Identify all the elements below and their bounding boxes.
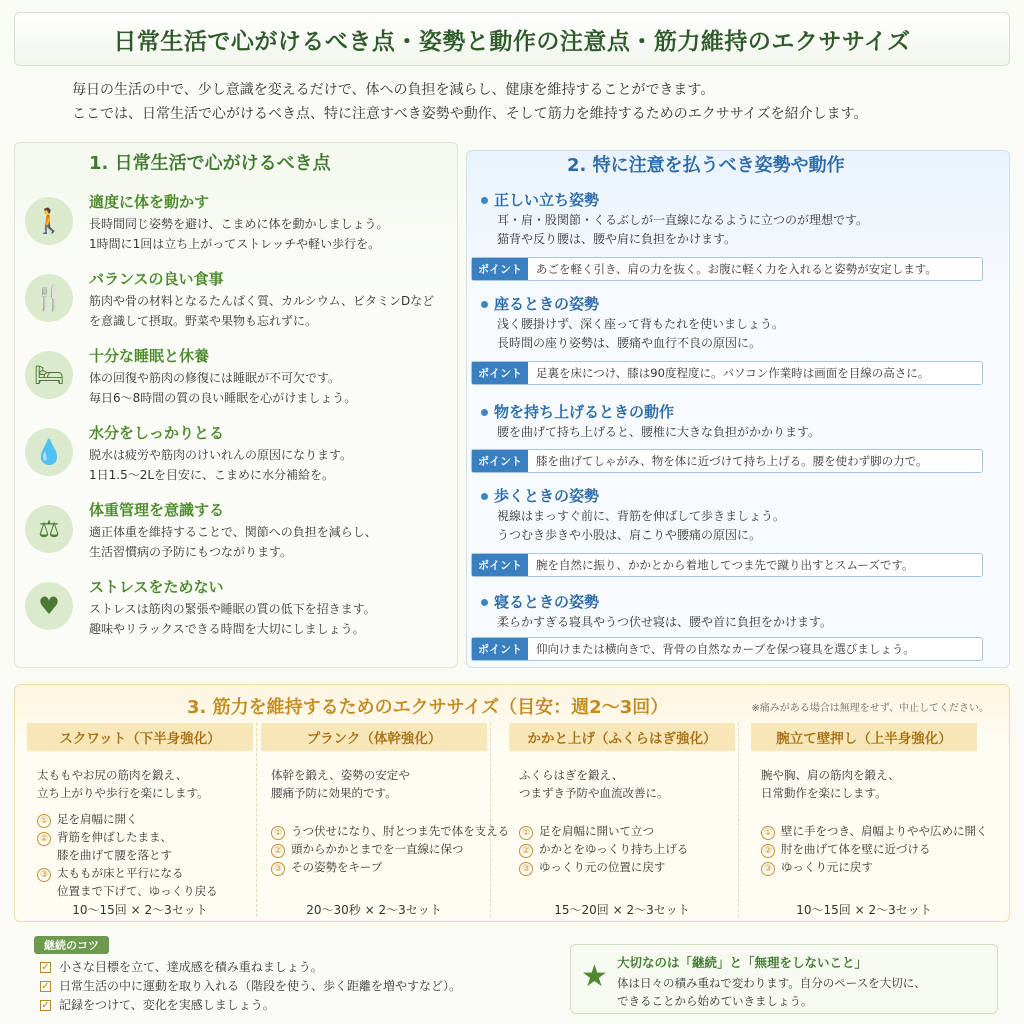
exercise-step	[57, 847, 172, 863]
exercise-name: かかと上げ（ふくらはぎ強化）	[509, 723, 735, 751]
step-text: ゆっくり元の位置に戻す	[539, 860, 666, 874]
exercise-reps: 10〜15回 × 2〜3セット	[72, 903, 208, 917]
bullet-icon	[481, 197, 488, 204]
section-daily-life	[14, 142, 458, 668]
point-box	[471, 449, 983, 473]
tip-item	[25, 191, 455, 261]
step-text: 位置まで下げて、ゆっくり戻る	[57, 884, 218, 898]
exercise-step	[519, 859, 665, 876]
heart-icon: ♥	[25, 582, 73, 630]
step-number: ①	[37, 814, 51, 828]
exercise-name: プランク（体幹強化）	[261, 723, 487, 751]
tip-row-text: 日常生活の中に運動を取り入れる（階段を使う、歩く距離を増やすなど）。	[59, 979, 462, 993]
exercise-card	[509, 723, 739, 917]
posture-title	[481, 293, 1001, 315]
exercise-reps: 20〜30秒 × 2〜3セット	[306, 903, 442, 917]
posture-title	[481, 591, 1001, 613]
tip-row-text: 記録をつけて、変化を実感しましょう。	[59, 998, 275, 1012]
step-number: ①	[271, 826, 285, 840]
step-text: かかとをゆっくり持ち上げる	[539, 842, 689, 856]
fork-knife-icon: 🍴	[25, 274, 73, 322]
step-text: 肘を曲げて体を壁に近づける	[781, 842, 931, 856]
intro-text	[72, 78, 992, 126]
exercise-step	[37, 865, 184, 882]
tip-title: 適度に体を動かす	[89, 193, 210, 211]
step-text: 膝を曲げて腰を落とす	[57, 848, 172, 862]
tip-row	[40, 958, 323, 975]
exercise-step	[37, 811, 138, 828]
point-badge: ポイント	[472, 554, 528, 576]
posture-title-text: 正しい立ち姿勢	[494, 191, 600, 209]
posture-title-text: 寝るときの姿勢	[494, 593, 600, 611]
point-badge: ポイント	[472, 638, 528, 660]
tip-title: ストレスをためない	[89, 578, 224, 596]
tip-text: 生活習慣病の予防にもつながります。	[89, 545, 293, 559]
checkbox-icon: ✓	[41, 1000, 50, 1011]
bullet-icon	[481, 301, 488, 308]
posture-item	[481, 401, 1001, 442]
posture-title	[481, 401, 1001, 423]
step-text: 足を肩幅に開く	[57, 812, 138, 826]
step-text: 足を肩幅に開いて立つ	[539, 824, 654, 838]
point-badge: ポイント	[472, 258, 528, 280]
point-box	[471, 553, 983, 577]
posture-item	[481, 189, 1001, 249]
posture-title-text: 座るときの姿勢	[494, 295, 600, 313]
exercise-step	[519, 823, 654, 840]
exercise-step	[761, 841, 931, 858]
posture-text: 浅く腰掛けず、深く座って背もたれを使いましょう。	[497, 317, 785, 331]
tip-text: 毎日6〜8時間の質の良い睡眠を心がけましょう。	[89, 391, 357, 405]
tips-label: 継続のコツ	[34, 936, 109, 954]
step-number: ②	[271, 844, 285, 858]
exercise-desc: 日常動作を楽にします。	[761, 786, 887, 800]
section-heading: 1. 日常生活で心がけるべき点	[89, 153, 331, 174]
key-message-text: 体は日々の積み重ねで変わります。自分のペースを大切に、	[617, 976, 926, 990]
exercise-reps: 15〜20回 × 2〜3セット	[554, 903, 690, 917]
bullet-icon	[481, 493, 488, 500]
tip-item	[25, 499, 455, 569]
step-number: ③	[519, 862, 533, 876]
tip-title: 十分な睡眠と休養	[89, 347, 210, 365]
water-drop-icon: 💧	[25, 428, 73, 476]
exercise-desc: ふくらはぎを鍛え、	[519, 768, 624, 782]
tip-text: 適正体重を維持することで、関節への負担を減らし、	[89, 525, 377, 539]
star-icon: ★	[581, 959, 608, 994]
step-number: ③	[271, 862, 285, 876]
bullet-icon	[481, 599, 488, 606]
posture-item	[481, 293, 1001, 353]
step-text: 背筋を伸ばしたまま、	[57, 830, 172, 844]
step-number: ②	[519, 844, 533, 858]
tip-text: 筋肉や骨の材料となるたんぱく質、カルシウム、ビタミンDなど	[89, 294, 435, 308]
tip-text: 長時間同じ姿勢を避け、こまめに体を動かしましょう。	[89, 217, 389, 231]
point-text: 仰向けまたは横向きで、背骨の自然なカーブを保つ寝具を選びましょう。	[536, 642, 915, 656]
step-text: ゆっくり元に戻す	[781, 860, 873, 874]
step-text: うつ伏せになり、肘とつま先で体を支える	[291, 824, 510, 838]
key-message-title: 大切なのは「継続」と「無理をしないこと」	[617, 955, 868, 970]
checkbox-icon: ✓	[41, 981, 50, 992]
exercise-desc: 腰痛予防に効果的です。	[271, 786, 397, 800]
key-message-box	[570, 944, 998, 1014]
point-text: あごを軽く引き、肩の力を抜く。お腹に軽く力を入れると姿勢が安定します。	[536, 262, 937, 276]
page-title: 日常生活で心がけるべき点・姿勢と動作の注意点・筋力維持のエクササイズ	[113, 28, 911, 55]
posture-title-text: 物を持ち上げるときの動作	[494, 403, 675, 421]
tip-item	[25, 345, 455, 415]
step-number: ①	[519, 826, 533, 840]
exercise-step	[57, 883, 218, 899]
posture-text: 耳・肩・股関節・くるぶしが一直線になるように立つのが理想です。	[497, 213, 869, 227]
tip-text: 体の回復や筋肉の修復には睡眠が不可欠です。	[89, 371, 341, 385]
exercise-name: スクワット（下半身強化）	[27, 723, 253, 751]
section-heading: 2. 特に注意を払うべき姿勢や動作	[567, 155, 845, 176]
posture-text: 長時間の座り姿勢は、腰痛や血行不良の原因に。	[497, 336, 762, 350]
step-number: ①	[761, 826, 775, 840]
intro-line: ここでは、日常生活で心がけるべき点、特に注意すべき姿勢や動作、そして筋力を維持するためのエクササイズを紹介します。	[72, 106, 868, 122]
posture-text: うつむき歩きや小股は、肩こりや腰痛の原因に。	[497, 528, 762, 542]
exercise-step	[271, 841, 464, 858]
step-text: その姿勢をキープ	[291, 860, 383, 874]
exercise-step	[761, 859, 873, 876]
exercise-name: 腕立て壁押し（上半身強化）	[751, 723, 977, 751]
posture-text: 腰を曲げて持ち上げると、腰椎に大きな負担がかかります。	[497, 425, 821, 439]
tip-title: 体重管理を意識する	[89, 501, 225, 519]
step-text: 頭からかかとまでを一直線に保つ	[291, 842, 464, 856]
tip-item	[25, 422, 455, 492]
tip-text: 脱水は疲労や筋肉のけいれんの原因になります。	[89, 448, 353, 462]
exercise-reps: 10〜15回 × 2〜3セット	[796, 903, 932, 917]
scale-icon: ⚖	[25, 505, 73, 553]
posture-item	[481, 485, 1001, 545]
section-heading: 3. 筋力を維持するためのエクササイズ（目安：週2〜3回）	[187, 697, 669, 718]
step-text: 壁に手をつき、肩幅よりやや広めに開く	[781, 824, 988, 838]
posture-title	[481, 189, 1001, 211]
point-box	[471, 257, 983, 281]
continuation-tips	[34, 936, 554, 1016]
tip-text: 1日1.5〜2Lを目安に、こまめに水分補給を。	[89, 468, 335, 482]
tip-text: 1時間に1回は立ち上がってストレッチや軽い歩行を。	[89, 237, 381, 251]
title-banner	[14, 12, 1010, 66]
exercise-step	[519, 841, 688, 858]
posture-item	[481, 591, 1001, 632]
exercise-desc: 腕や胸、肩の筋肉を鍛え、	[761, 768, 900, 782]
exercise-desc: 体幹を鍛え、姿勢の安定や	[271, 768, 410, 782]
exercise-step	[271, 859, 382, 876]
tip-text: を意識して摂取。野菜や果物も忘れずに。	[89, 314, 318, 328]
tip-item	[25, 576, 455, 646]
tip-row-text: 小さな目標を立て、達成感を積み重ねましょう。	[59, 960, 323, 974]
posture-text: 柔らかすぎる寝具やうつ伏せ寝は、腰や首に負担をかけます。	[497, 615, 833, 629]
walking-icon: 🚶	[25, 197, 73, 245]
point-text: 足裏を床につけ、膝は90度程度に。パソコン作業時は画面を目線の高さに。	[536, 366, 930, 380]
tip-title: 水分をしっかりとる	[89, 424, 225, 442]
tip-item	[25, 268, 455, 338]
point-badge: ポイント	[472, 362, 528, 384]
section-exercises	[14, 684, 1010, 922]
key-message-text: できることから始めていきましょう。	[617, 994, 813, 1008]
exercise-card	[27, 723, 257, 917]
checkbox-icon: ✓	[41, 962, 50, 973]
step-text: 太ももが床と平行になる	[57, 866, 184, 880]
posture-title	[481, 485, 1001, 507]
caution-note: ※痛みがある場合は無理をせず、中止してください。	[751, 703, 989, 714]
step-number: ③	[761, 862, 775, 876]
point-text: 腕を自然に振り、かかとから着地してつま先で蹴り出すとスムーズです。	[536, 558, 914, 572]
tip-text: ストレスは筋肉の緊張や睡眠の質の低下を招きます。	[89, 602, 376, 616]
step-number: ②	[761, 844, 775, 858]
point-badge: ポイント	[472, 450, 528, 472]
tip-row	[40, 977, 461, 994]
posture-title-text: 歩くときの姿勢	[494, 487, 600, 505]
tip-text: 趣味やリラックスできる時間を大切にしましょう。	[89, 622, 365, 636]
exercise-step	[761, 823, 988, 840]
step-number: ②	[37, 832, 51, 846]
posture-text: 視線はまっすぐ前に、背筋を伸ばして歩きましょう。	[497, 509, 786, 523]
exercise-desc: 立ち上がりや歩行を楽にします。	[37, 786, 209, 800]
exercise-desc: 太ももやお尻の筋肉を鍛え、	[37, 768, 188, 782]
point-box	[471, 361, 983, 385]
bed-icon: 🛏	[25, 351, 73, 399]
exercise-card	[261, 723, 510, 917]
exercise-desc: つまずき予防や血流改善に。	[519, 786, 669, 800]
point-text: 膝を曲げてしゃがみ、物を体に近づけて持ち上げる。腰を使わず脚の力で。	[536, 454, 928, 468]
posture-text: 猫背や反り腰は、腰や肩に負担をかけます。	[497, 232, 737, 246]
tip-row	[40, 996, 275, 1013]
bullet-icon	[481, 409, 488, 416]
section-posture	[466, 150, 1010, 668]
exercise-step	[271, 823, 509, 840]
step-number: ③	[37, 868, 51, 882]
exercise-card	[751, 723, 991, 917]
point-box	[471, 637, 983, 661]
exercise-step	[37, 829, 172, 846]
tip-title: バランスの良い食事	[89, 270, 224, 288]
intro-line: 毎日の生活の中で、少し意識を変えるだけで、体への負担を減らし、健康を維持することができます。	[72, 82, 715, 98]
